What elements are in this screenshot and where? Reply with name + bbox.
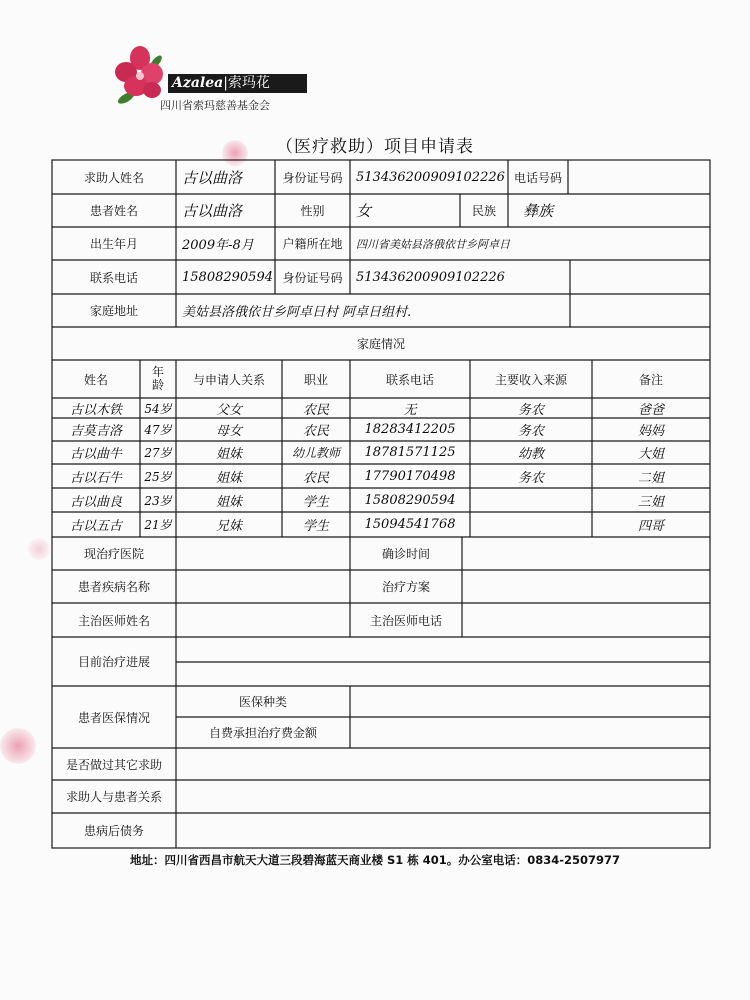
family-row-age: 47岁 [144,423,172,437]
label-insurance: 患者医保情况 [77,710,150,725]
family-row-relation: 姐妹 [215,447,242,462]
family-row-occupation: 农民 [302,424,329,439]
value-applicant-name: 古以曲洛 [182,168,243,187]
family-row-income: 务农 [517,424,544,439]
label-id-number-2: 身份证号码 [282,270,343,285]
value-gender: 女 [356,202,372,220]
family-header-age: 年龄 [151,365,164,392]
family-row-note: 爸爸 [637,402,664,418]
family-row-age: 25岁 [144,469,172,484]
family-row-age: 21岁 [144,518,172,532]
family-row-relation: 姐妹 [215,470,242,486]
family-header-occupation: 职业 [303,372,328,387]
family-row-income [470,512,592,537]
family-row-note: 妈妈 [637,424,664,439]
family-row-phone: 无 [403,402,417,418]
logo-brand: Azalea [172,75,224,91]
form-title: （医疗救助）项目申请表 [276,137,474,157]
label-birth-date: 出生年月 [89,237,138,251]
family-row-name: 古以五古 [69,519,122,534]
label-disease: 患者疾病名称 [77,580,150,594]
value-contact-phone: 15808290594 [182,269,273,285]
family-row-phone: 15808290594 [364,492,456,508]
value-home-address: 美姑县洛俄依甘乡阿卓日村 阿卓日组村. [182,305,412,320]
family-row-note: 四哥 [637,519,664,534]
label-debt: 患病后债务 [83,824,144,838]
family-row-name: 古以曲良 [69,494,122,510]
value-applicant-id: 513436200909102226 [356,169,505,185]
family-row-age: 23岁 [144,493,172,508]
family-header-relation: 与申请人关系 [192,372,265,387]
family-row-occupation: 幼儿教师 [291,446,340,460]
family-row-occupation: 农民 [302,402,329,418]
family-row-age: 27岁 [144,446,172,460]
family-row-name: 古以木铁 [69,402,122,418]
label-hospital: 现治疗医院 [83,547,144,561]
label-ethnicity: 民族 [471,204,496,218]
family-row-age: 54岁 [144,401,172,416]
family-row-name: 古以石牛 [69,470,122,486]
value-patient-name: 古以曲洛 [182,202,243,220]
logo-brand-bar: Azalea|索玛花 [168,74,307,93]
label-applicant-name: 求助人姓名 [83,170,144,185]
family-row-income [470,488,592,512]
label-doctor-phone: 主治医师电话 [369,613,442,628]
family-row-relation: 母女 [215,424,242,439]
label-phone: 电话号码 [513,170,562,185]
logo-brand-cn: 索玛花 [227,75,270,91]
family-row-relation: 姐妹 [215,494,242,510]
label-family-section: 家庭情况 [356,337,405,351]
value-birth-date: 2009年-8月 [182,238,254,253]
family-row-occupation: 学生 [302,519,329,534]
family-row-income: 幼教 [517,447,544,462]
family-row-note: 三姐 [637,494,664,510]
label-doctor-name: 主治医师姓名 [77,613,150,628]
label-progress: 目前治疗进展 [77,655,150,669]
value-ethnicity: 彝族 [522,202,553,220]
label-id-number: 身份证号码 [282,170,343,185]
family-header-name: 姓名 [83,372,108,387]
value-patient-id: 513436200909102226 [356,269,505,285]
family-row-name: 吉莫吉洛 [69,424,122,439]
label-insurance-type: 医保种类 [238,695,287,709]
family-header-note: 备注 [638,372,663,387]
family-row-phone: 18781571125 [364,445,456,460]
family-row-phone: 15094541768 [364,517,456,532]
label-relation: 求助人与患者关系 [65,790,162,804]
family-header-phone: 联系电话 [385,372,434,387]
footer-address: 地址：四川省西昌市航天大道三段碧海蓝天商业楼 S1 栋 401。办公室电话：0834-2507977 [129,853,621,867]
label-gender: 性别 [300,204,325,218]
family-row-note: 大姐 [637,447,664,462]
family-row-phone: 18283412205 [364,422,456,437]
label-diagnosis-time: 确诊时间 [381,547,430,561]
label-home-address: 家庭地址 [89,304,138,318]
family-row-occupation: 农民 [302,470,329,486]
family-header-income: 主要收入来源 [494,372,567,387]
label-hukou: 户籍所在地 [282,237,343,251]
family-row-note: 二姐 [637,470,664,486]
family-row-name: 古以曲牛 [69,447,122,462]
label-contact-phone: 联系电话 [89,270,138,285]
family-row-income: 务农 [517,402,544,418]
label-patient-name: 患者姓名 [89,204,138,218]
label-treatment-plan: 治疗方案 [381,580,430,594]
label-other-aid: 是否做过其它求助 [65,757,162,772]
label-self-pay: 自费承担治疗费金额 [208,726,317,740]
family-row-occupation: 学生 [302,494,329,510]
family-row-income: 务农 [517,470,544,486]
family-row-relation: 父女 [215,402,242,418]
value-hukou: 四川省美姑县洛俄依甘乡阿卓日 [356,237,510,251]
family-row-relation: 兄妹 [215,519,242,534]
foundation-name: 四川省索玛慈善基金会 [160,99,270,112]
family-row-phone: 17790170498 [364,468,456,484]
